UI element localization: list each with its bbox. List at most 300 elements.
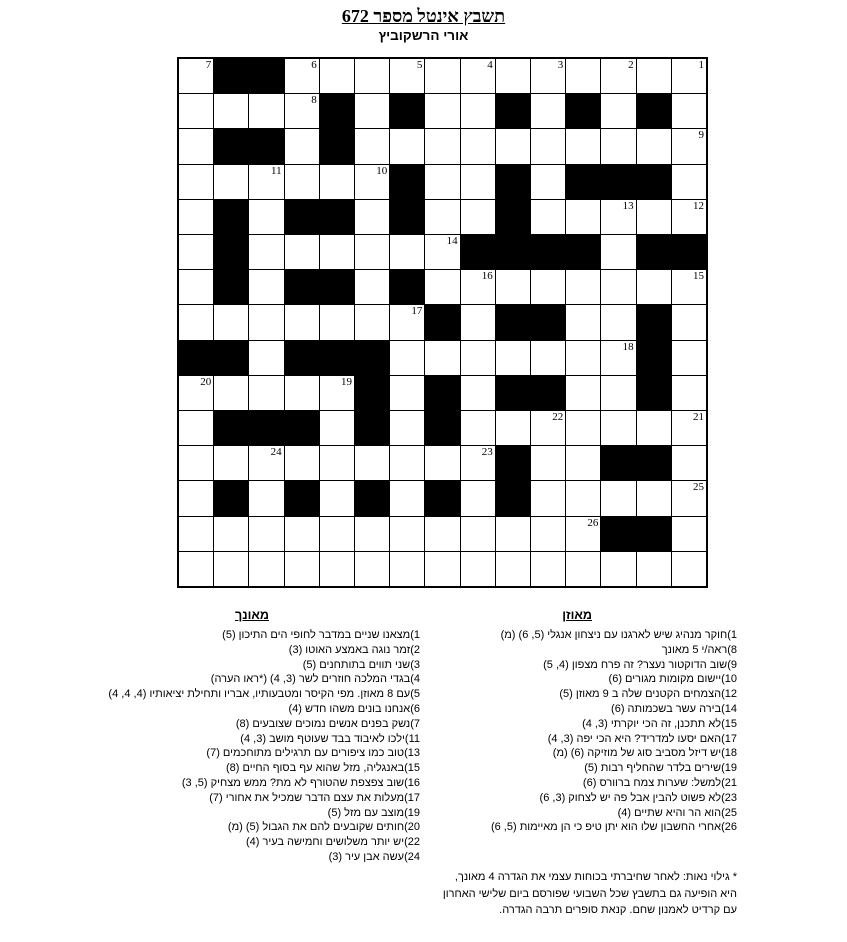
- grid-cell-black: [355, 341, 389, 375]
- cell-number: 13: [622, 199, 634, 212]
- grid-cell[interactable]: [179, 305, 213, 339]
- grid-cell-black: [390, 94, 424, 128]
- cell-number: 9: [698, 129, 704, 142]
- grid-cell[interactable]: [249, 235, 283, 269]
- grid-cell[interactable]: [249, 517, 283, 551]
- grid-cell-black: [566, 235, 600, 269]
- clue-text: הוא הר והיא שתיים (4): [617, 806, 722, 819]
- cell-number: 19: [341, 375, 352, 388]
- clue-text: שוב צפצפת שהטורף לא מת? ממש מצחיק (5, 3): [181, 776, 405, 789]
- grid-cell[interactable]: [214, 165, 248, 199]
- grid-cell[interactable]: [672, 200, 706, 234]
- grid-cell[interactable]: [425, 446, 459, 480]
- grid-cell-black: [425, 481, 459, 515]
- grid-cell[interactable]: [496, 411, 530, 445]
- grid-cell[interactable]: [672, 481, 706, 515]
- grid-cell[interactable]: [355, 59, 389, 93]
- grid-cell-black: [285, 341, 319, 375]
- clue-line: [80, 791, 420, 806]
- grid-cell[interactable]: [637, 270, 671, 304]
- grid-cell[interactable]: [672, 376, 706, 410]
- grid-cell[interactable]: [179, 165, 213, 199]
- cell-number: 25: [693, 481, 704, 494]
- grid-cell[interactable]: [179, 129, 213, 163]
- grid-cell[interactable]: [390, 411, 424, 445]
- grid-cell-black: [214, 59, 248, 93]
- grid-cell[interactable]: [214, 94, 248, 128]
- page-title: תשבץ אינטל מספר 672: [341, 6, 506, 26]
- grid-cell[interactable]: [179, 200, 213, 234]
- grid-cell[interactable]: [320, 305, 354, 339]
- grid-cell[interactable]: [390, 552, 424, 586]
- grid-cell[interactable]: [249, 200, 283, 234]
- grid-cell-black: [637, 305, 671, 339]
- clue-number: 15): [721, 717, 737, 730]
- clue-text: חוקר מנהיג שיש לארגנו עם ניצחון אנגלי (5, 6) (מ): [500, 629, 728, 641]
- grid-cell[interactable]: [566, 59, 600, 93]
- grid-cell[interactable]: [179, 376, 213, 410]
- grid-cell[interactable]: [672, 305, 706, 339]
- clue-text: יישום מקומות מגורים (6): [608, 673, 722, 686]
- grid-cell-black: [601, 446, 635, 480]
- grid-cell[interactable]: [355, 235, 389, 269]
- cell-number: 18: [622, 340, 634, 353]
- grid-cell[interactable]: [601, 59, 635, 93]
- grid-cell[interactable]: [461, 376, 495, 410]
- grid-cell[interactable]: [461, 446, 495, 480]
- grid-cell[interactable]: [637, 59, 671, 93]
- grid-cell[interactable]: [425, 235, 459, 269]
- grid-cell[interactable]: [425, 341, 459, 375]
- grid-cell[interactable]: [496, 341, 530, 375]
- grid-cell-black: [637, 446, 671, 480]
- grid-cell[interactable]: [672, 411, 706, 445]
- grid-cell[interactable]: [531, 552, 565, 586]
- grid-cell[interactable]: [214, 517, 248, 551]
- grid-cell[interactable]: [320, 481, 354, 515]
- grid-cell[interactable]: [285, 59, 319, 93]
- grid-cell-black: [531, 235, 565, 269]
- grid-cell[interactable]: [672, 59, 706, 93]
- grid-cell[interactable]: [601, 94, 635, 128]
- grid-cell[interactable]: [425, 552, 459, 586]
- clue-number: 18): [721, 747, 737, 760]
- clue-number: 12): [721, 688, 737, 701]
- footnote: [287, 869, 737, 919]
- clue-number: 19): [721, 762, 737, 775]
- grid-cell[interactable]: [672, 94, 706, 128]
- grid-cell[interactable]: [320, 517, 354, 551]
- grid-cell[interactable]: [461, 270, 495, 304]
- grid-cell[interactable]: [566, 552, 600, 586]
- grid-cell[interactable]: [355, 552, 389, 586]
- grid-cell-black: [425, 411, 459, 445]
- crossword-grid: [177, 57, 708, 588]
- grid-cell-black: [637, 517, 671, 551]
- clue-line: [80, 702, 420, 717]
- grid-cell[interactable]: [461, 129, 495, 163]
- clue-text: טוב כמו ציפורים עם תרגילים מתוחכמים (7): [206, 747, 405, 760]
- cell-number: 8: [311, 94, 317, 107]
- down-clue-list: [80, 628, 420, 865]
- cell-number: 16: [481, 270, 493, 283]
- clue-line: [80, 658, 420, 673]
- cell-number: 14: [446, 235, 458, 247]
- grid-cell[interactable]: [320, 552, 354, 586]
- clue-text: עשה אבן עיר (3): [328, 850, 405, 863]
- clue-number: 14): [721, 702, 737, 715]
- across-header: מאוזן: [562, 608, 592, 622]
- grid-cell[interactable]: [566, 376, 600, 410]
- grid-cell-black: [320, 270, 354, 304]
- grid-cell[interactable]: [179, 235, 213, 269]
- grid-cell[interactable]: [461, 165, 495, 199]
- grid-cell[interactable]: [531, 341, 565, 375]
- grid-cell[interactable]: [285, 94, 319, 128]
- grid-cell[interactable]: [601, 270, 635, 304]
- grid-cell[interactable]: [672, 552, 706, 586]
- grid-cell-black: [496, 305, 530, 339]
- cell-number: 21: [693, 411, 704, 423]
- grid-cell[interactable]: [179, 552, 213, 586]
- cell-number: 26: [587, 516, 599, 529]
- grid-cell-black: [285, 270, 319, 304]
- grid-cell-black: [249, 411, 283, 445]
- grid-cell[interactable]: [249, 481, 283, 515]
- clue-number: 2): [410, 643, 420, 656]
- grid-cell[interactable]: [285, 552, 319, 586]
- grid-cell[interactable]: [672, 446, 706, 480]
- footnote-line: עם קרדיט לאמנון שחם. קנאת סופרים תרבה הגדרה.: [499, 904, 737, 916]
- grid-cell-black: [390, 165, 424, 199]
- clue-number: 1): [410, 629, 420, 641]
- grid-cell[interactable]: [355, 129, 389, 163]
- grid-cell[interactable]: [179, 94, 213, 128]
- grid-cell[interactable]: [179, 411, 213, 445]
- grid-cell[interactable]: [285, 235, 319, 269]
- grid-cell[interactable]: [249, 165, 283, 199]
- grid-cell[interactable]: [601, 552, 635, 586]
- grid-cell-black: [249, 59, 283, 93]
- grid-cell[interactable]: [461, 94, 495, 128]
- clue-number: 19): [404, 806, 420, 819]
- grid-cell-black: [566, 165, 600, 199]
- footnote-line: * גילוי נאות: לאחר שחיברתי בכוחות עצמי את הגדרה 4 מאונך,: [454, 871, 737, 883]
- grid-cell[interactable]: [461, 59, 495, 93]
- grid-cell[interactable]: [320, 411, 354, 445]
- clue-text: לא פשוט להבין אבל פה יש לצחוק (3, 6): [539, 791, 722, 804]
- grid-cell[interactable]: [496, 552, 530, 586]
- grid-cell[interactable]: [601, 481, 635, 515]
- grid-cell[interactable]: [179, 270, 213, 304]
- clue-text: זמר נוגה באמצע האוטו (3): [288, 643, 411, 656]
- grid-cell[interactable]: [531, 59, 565, 93]
- grid-cell-black: [320, 200, 354, 234]
- grid-cell-black: [425, 305, 459, 339]
- grid-cell[interactable]: [601, 129, 635, 163]
- grid-cell[interactable]: [637, 411, 671, 445]
- grid-cell[interactable]: [461, 481, 495, 515]
- grid-cell[interactable]: [566, 446, 600, 480]
- grid-cell[interactable]: [320, 446, 354, 480]
- cell-number: 1: [698, 59, 704, 71]
- grid-cell[interactable]: [179, 481, 213, 515]
- clue-text: שירים בלדר שהחליף רבות (5): [584, 762, 722, 775]
- grid-cell[interactable]: [285, 305, 319, 339]
- grid-cell-black: [320, 94, 354, 128]
- grid-cell[interactable]: [566, 341, 600, 375]
- footnote-line: היא הופיעה גם בתשבץ שכל השבועי שפורסם ביום שלישי האחרון: [442, 887, 737, 900]
- grid-cell[interactable]: [390, 305, 424, 339]
- clue-text: נשק בפנים אנשים נמוכים שצובעים (8): [235, 717, 411, 730]
- grid-cell[interactable]: [179, 446, 213, 480]
- grid-cell[interactable]: [531, 446, 565, 480]
- grid-cell[interactable]: [637, 481, 671, 515]
- clue-number: 11): [404, 732, 420, 745]
- clue-line: [80, 761, 420, 776]
- clue-line: [80, 776, 420, 791]
- grid-cell[interactable]: [461, 517, 495, 551]
- cell-number: 17: [411, 305, 423, 318]
- cell-number: 12: [693, 199, 704, 212]
- grid-cell[interactable]: [601, 376, 635, 410]
- cell-number: 20: [200, 375, 212, 388]
- grid-cell[interactable]: [531, 517, 565, 551]
- grid-cell[interactable]: [249, 341, 283, 375]
- grid-cell-black: [461, 235, 495, 269]
- grid-cell[interactable]: [425, 129, 459, 163]
- clue-text: חותים שקובעים להם את הגבול (5) (מ): [227, 821, 405, 834]
- grid-cell[interactable]: [355, 165, 389, 199]
- grid-cell[interactable]: [390, 517, 424, 551]
- grid-cell[interactable]: [320, 59, 354, 93]
- grid-cell[interactable]: [461, 200, 495, 234]
- clue-number: 17): [404, 791, 420, 804]
- grid-cell[interactable]: [531, 411, 565, 445]
- grid-cell[interactable]: [496, 129, 530, 163]
- grid-cell[interactable]: [425, 94, 459, 128]
- grid-cell[interactable]: [179, 517, 213, 551]
- grid-cell[interactable]: [566, 200, 600, 234]
- clue-text: בגדי המלכה חוזרים לשר (3, 4) (*ראו הערה): [210, 673, 411, 686]
- grid-cell-black: [214, 235, 248, 269]
- clue-text: מוצב עם מזל (5): [327, 806, 405, 819]
- clue-text: אנחנו בונים משהו חדש (4): [288, 702, 411, 715]
- grid-cell[interactable]: [285, 376, 319, 410]
- grid-cell[interactable]: [637, 129, 671, 163]
- grid-cell[interactable]: [285, 129, 319, 163]
- grid-cell[interactable]: [214, 552, 248, 586]
- clue-line: [80, 672, 420, 687]
- grid-cell[interactable]: [390, 446, 424, 480]
- grid-cell[interactable]: [285, 165, 319, 199]
- clue-number: 17): [721, 732, 737, 745]
- grid-cell[interactable]: [355, 270, 389, 304]
- clue-text: ראה/י 5 מאונך: [661, 643, 728, 656]
- grid-cell-black: [390, 270, 424, 304]
- grid-cell[interactable]: [425, 270, 459, 304]
- clue-number: 8): [727, 643, 737, 656]
- clue-number: 24): [404, 850, 420, 863]
- cell-number: 7: [205, 59, 212, 71]
- grid-cell[interactable]: [601, 200, 635, 234]
- clue-number: 25): [721, 806, 737, 819]
- grid-cell-black: [637, 341, 671, 375]
- clue-text: באנגליה, מזל שהוא עף בסוף החיים (8): [225, 762, 405, 775]
- grid-cell[interactable]: [566, 517, 600, 551]
- grid-cell-black: [320, 341, 354, 375]
- grid-cell[interactable]: [566, 270, 600, 304]
- grid-cell[interactable]: [531, 165, 565, 199]
- cell-number: 10: [376, 164, 388, 177]
- clue-text: יש דיזל מסביב סוג של מוזיקה (6) (מ): [552, 747, 722, 760]
- grid-cell-black: [637, 235, 671, 269]
- cell-number: 5: [416, 59, 423, 71]
- grid-cell[interactable]: [531, 481, 565, 515]
- clue-number: 9): [727, 658, 737, 671]
- grid-cell[interactable]: [249, 376, 283, 410]
- grid-cell[interactable]: [320, 165, 354, 199]
- grid-cell[interactable]: [355, 94, 389, 128]
- clue-number: 5): [410, 688, 420, 701]
- grid-cell[interactable]: [566, 481, 600, 515]
- grid-cell[interactable]: [285, 517, 319, 551]
- clue-number: 21): [721, 776, 737, 789]
- grid-cell[interactable]: [531, 129, 565, 163]
- grid-cell[interactable]: [566, 411, 600, 445]
- grid-cell-black: [496, 446, 530, 480]
- grid-cell[interactable]: [566, 129, 600, 163]
- grid-cell[interactable]: [249, 552, 283, 586]
- grid-cell[interactable]: [461, 411, 495, 445]
- clue-text: לא תתכנן, זה הכי יוקרתי (3, 4): [582, 717, 722, 730]
- grid-cell[interactable]: [601, 305, 635, 339]
- grid-cell[interactable]: [320, 235, 354, 269]
- grid-cell-black: [637, 94, 671, 128]
- clue-line: [80, 835, 420, 850]
- grid-cell[interactable]: [214, 305, 248, 339]
- grid-cell[interactable]: [531, 200, 565, 234]
- grid-cell-black: [214, 200, 248, 234]
- clue-number: 26): [721, 821, 737, 834]
- grid-cell[interactable]: [355, 200, 389, 234]
- grid-cell[interactable]: [249, 446, 283, 480]
- grid-cell[interactable]: [672, 165, 706, 199]
- grid-cell[interactable]: [496, 59, 530, 93]
- grid-cell-black: [425, 376, 459, 410]
- clue-number: 4): [410, 673, 420, 686]
- clue-number: 3): [410, 658, 420, 671]
- grid-cell[interactable]: [214, 376, 248, 410]
- grid-cell[interactable]: [601, 235, 635, 269]
- grid-cell[interactable]: [672, 341, 706, 375]
- grid-cell[interactable]: [531, 270, 565, 304]
- grid-cell[interactable]: [355, 305, 389, 339]
- cell-number: 24: [270, 446, 282, 459]
- cell-number: 22: [552, 411, 564, 423]
- grid-cell-black: [601, 165, 635, 199]
- clue-line: [80, 732, 420, 747]
- clue-number: 7): [410, 717, 420, 730]
- grid-cell-black: [496, 200, 530, 234]
- cell-number: 15: [693, 270, 704, 283]
- grid-cell-black: [355, 376, 389, 410]
- grid-cell[interactable]: [637, 552, 671, 586]
- grid-cell[interactable]: [249, 270, 283, 304]
- clue-line: [80, 806, 420, 821]
- clue-text: אחרי החשבון שלו הוא יתן טיפ כי הן מאיימות (5, 6): [490, 821, 722, 834]
- grid-cell[interactable]: [672, 129, 706, 163]
- clue-line: [80, 628, 420, 643]
- grid-cell[interactable]: [425, 165, 459, 199]
- grid-cell[interactable]: [496, 517, 530, 551]
- grid-cell[interactable]: [531, 94, 565, 128]
- grid-cell[interactable]: [496, 270, 530, 304]
- grid-cell[interactable]: [390, 129, 424, 163]
- grid-cell[interactable]: [461, 305, 495, 339]
- grid-cell[interactable]: [320, 376, 354, 410]
- grid-cell-black: [390, 200, 424, 234]
- grid-cell[interactable]: [355, 446, 389, 480]
- grid-cell[interactable]: [390, 341, 424, 375]
- clue-text: האם יסעו למדריד? היא הכי יפה (3, 4): [547, 732, 722, 745]
- grid-cell[interactable]: [601, 411, 635, 445]
- cell-number: 6: [311, 59, 317, 71]
- grid-cell[interactable]: [461, 552, 495, 586]
- grid-cell[interactable]: [672, 517, 706, 551]
- grid-cell[interactable]: [390, 59, 424, 93]
- clue-text: יש יותר משלושים וחמישה בעיר (4): [245, 836, 405, 849]
- grid-cell-black: [285, 411, 319, 445]
- grid-cell[interactable]: [390, 235, 424, 269]
- grid-cell-black: [285, 200, 319, 234]
- grid-cell[interactable]: [425, 59, 459, 93]
- cell-number: 11: [271, 164, 282, 177]
- cell-number: 3: [557, 59, 564, 71]
- grid-cell[interactable]: [249, 305, 283, 339]
- grid-cell[interactable]: [355, 517, 389, 551]
- grid-cell[interactable]: [637, 200, 671, 234]
- grid-cell[interactable]: [601, 341, 635, 375]
- clue-number: 22): [404, 836, 420, 849]
- grid-cell-black: [320, 129, 354, 163]
- cell-number: 4: [487, 59, 493, 71]
- clue-text: למשל: שערות צמח ברוורס (6): [582, 776, 722, 789]
- grid-cell[interactable]: [461, 341, 495, 375]
- clue-number: 10): [721, 673, 737, 686]
- grid-cell[interactable]: [566, 305, 600, 339]
- grid-cell[interactable]: [425, 517, 459, 551]
- clue-text: הצמחים הקטנים שלה ב 9 מאוזן (5): [559, 688, 722, 701]
- grid-cell-black: [496, 481, 530, 515]
- grid-cell[interactable]: [179, 59, 213, 93]
- clue-line: [80, 687, 420, 702]
- grid-cell[interactable]: [285, 446, 319, 480]
- grid-cell-black: [531, 376, 565, 410]
- grid-cell[interactable]: [425, 200, 459, 234]
- clue-line: [80, 643, 420, 658]
- clue-number: 13): [404, 747, 420, 760]
- grid-cell[interactable]: [390, 376, 424, 410]
- grid-cell[interactable]: [214, 446, 248, 480]
- grid-cell[interactable]: [249, 94, 283, 128]
- grid-cell[interactable]: [672, 270, 706, 304]
- grid-cell[interactable]: [390, 481, 424, 515]
- grid-cell-black: [496, 235, 530, 269]
- grid-cell-black: [355, 481, 389, 515]
- clue-number: 6): [410, 702, 420, 715]
- clue-text: מעלות את עצם הדבר שמכיל את אחורי (7): [209, 791, 405, 804]
